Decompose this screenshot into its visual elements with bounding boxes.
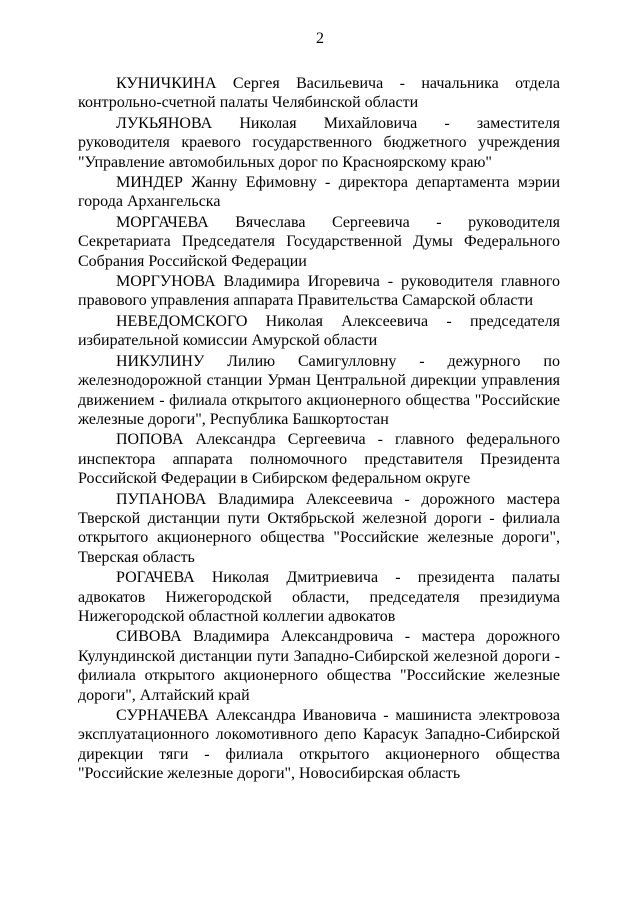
list-item: КУНИЧКИНА Сергея Васильевича - начальника отдела контрольно-счетной палаты Челябинской области	[78, 75, 560, 112]
list-item: НИКУЛИНУ Лилию Самигулловну - дежурного по железнодорожной станции Урман Центральной дирекции управления движением - филиала открытого акционерного общества "Российские железные дороги", Республика Башкортостан	[78, 352, 560, 428]
list-item: ЛУКЬЯНОВА Николая Михайловича - заместителя руководителя краевого государственного бюджетного учреждения "Управление автомобильных дорог по Красноярскому краю"	[78, 114, 560, 171]
list-item: СИВОВА Владимира Александровича - мастера дорожного Кулундинской дистанции пути Западно-Сибирской железной дороги - филиала открытого акционерного общества "Российские железные дороги", Алтайский край	[78, 628, 560, 704]
list-item: НЕВЕДОМСКОГО Николая Алексеевича - председателя избирательной комиссии Амурской области	[78, 312, 560, 350]
list-item: СУРНАЧЕВА Александра Ивановича - машиниста электровоза эксплуатационного локомотивного депо Карасук Западно-Сибирской дирекции тяги - филиала открытого акционерного общества "Российские железные дороги", Новосибирская область	[78, 707, 560, 783]
list-item: МОРГАЧЕВА Вячеслава Сергеевича - руководителя Секретариата Председателя Государственной Думы Федерального Собрания Российской Федерации	[78, 213, 560, 270]
list-item: МОРГУНОВА Владимира Игоревича - руководителя главного правового управления аппарата Правительства Самарской области	[78, 273, 560, 310]
list-item: ПОПОВА Александра Сергеевича - главного федерального инспектора аппарата полномочного представителя Президента Российской Федерации в Сибирском федеральном округе	[78, 431, 560, 488]
page-number: 2	[316, 30, 324, 47]
list-item: ПУПАНОВА Владимира Алексеевича - дорожного мастера Тверской дистанции пути Октябрьской железной дороги - филиала открытого акционерного общества "Российские железные дороги", Тверская область	[78, 490, 560, 566]
list-item: МИНДЕР Жанну Ефимовну - директора департамента мэрии города Архангельска	[78, 174, 560, 211]
list-item: РОГАЧЕВА Николая Дмитриевича - президента палаты адвокатов Нижегородской области, председателя президиума Нижегородской областной коллегии адвокатов	[78, 569, 560, 625]
award-list	[78, 74, 560, 785]
